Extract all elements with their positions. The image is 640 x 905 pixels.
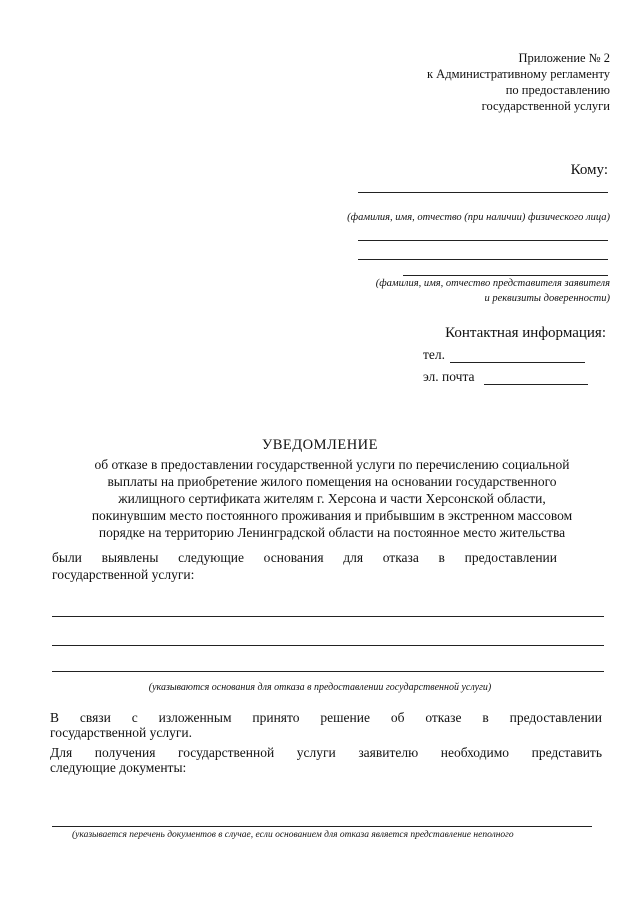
email-field-line[interactable]: [484, 384, 588, 385]
notice-subtitle-line-4: покинувшим место постоянного проживания и прибывшим в экстренном массовом: [91, 508, 573, 523]
decision-paragraph: [50, 710, 602, 740]
documents-line-1: Для получения государственной услуги заявителю необходимо представить: [50, 745, 602, 760]
appendix-line-1: Приложение № 2: [518, 51, 610, 65]
appendix-line-4: государственной услуги: [481, 99, 610, 113]
recipient-name-line[interactable]: [358, 192, 608, 193]
grounds-line-2: государственной услуги:: [52, 567, 195, 582]
grounds-paragraph: [52, 549, 557, 583]
representative-caption-line-1: (фамилия, имя, отчество представителя заявителя: [375, 278, 610, 289]
documents-paragraph: [50, 745, 602, 775]
representative-line-2[interactable]: [358, 259, 608, 260]
grounds-entry-line-3[interactable]: [52, 671, 604, 672]
phone-field-line[interactable]: [450, 362, 585, 363]
representative-caption: [376, 276, 610, 306]
decision-line-1: В связи с изложенным принято решение об отказе в предоставлении: [50, 710, 602, 725]
notice-subtitle-line-2: выплаты на приобретение жилого помещения на основании государственного: [107, 474, 557, 489]
to-label: Кому:: [570, 162, 608, 178]
appendix-line-3: по предоставлению: [505, 83, 610, 97]
decision-line-2: государственной услуги.: [50, 725, 192, 740]
grounds-entry-line-1[interactable]: [52, 616, 604, 617]
grounds-caption: (указываются основания для отказа в предоставлении государственной услуги): [148, 682, 492, 693]
appendix-header: [427, 50, 610, 114]
documents-entry-line[interactable]: [52, 826, 592, 827]
notice-title: УВЕДОМЛЕНИЕ: [261, 437, 379, 453]
grounds-line-1: были выявлены следующие основания для отказа в предоставлении: [52, 550, 557, 565]
notice-subtitle-line-1: об отказе в предоставлении государственной услуги по перечислению социальной: [94, 457, 570, 472]
representative-caption-line-2: и реквизиты доверенности): [484, 293, 610, 304]
phone-label: тел.: [423, 347, 446, 362]
documents-line-2: следующие документы:: [50, 760, 187, 775]
representative-line-1[interactable]: [358, 240, 608, 241]
recipient-person-caption: (фамилия, имя, отчество (при наличии) физического лица): [347, 212, 610, 223]
notice-subtitle-line-5: порядке на территорию Ленинградской области на постоянное место жительства: [98, 525, 566, 540]
appendix-line-2: к Административному регламенту: [426, 67, 610, 81]
grounds-entry-line-2[interactable]: [52, 645, 604, 646]
email-label: эл. почта: [423, 369, 475, 384]
notice-subtitle-line-3: жилищного сертификата жителям г. Херсона и части Херсонской области,: [118, 491, 546, 506]
contact-title: Контактная информация:: [445, 325, 606, 341]
notice-subtitle: [52, 456, 612, 541]
documents-caption: (указывается перечень документов в случае, если основанием для отказа является представление неполного: [72, 830, 514, 840]
